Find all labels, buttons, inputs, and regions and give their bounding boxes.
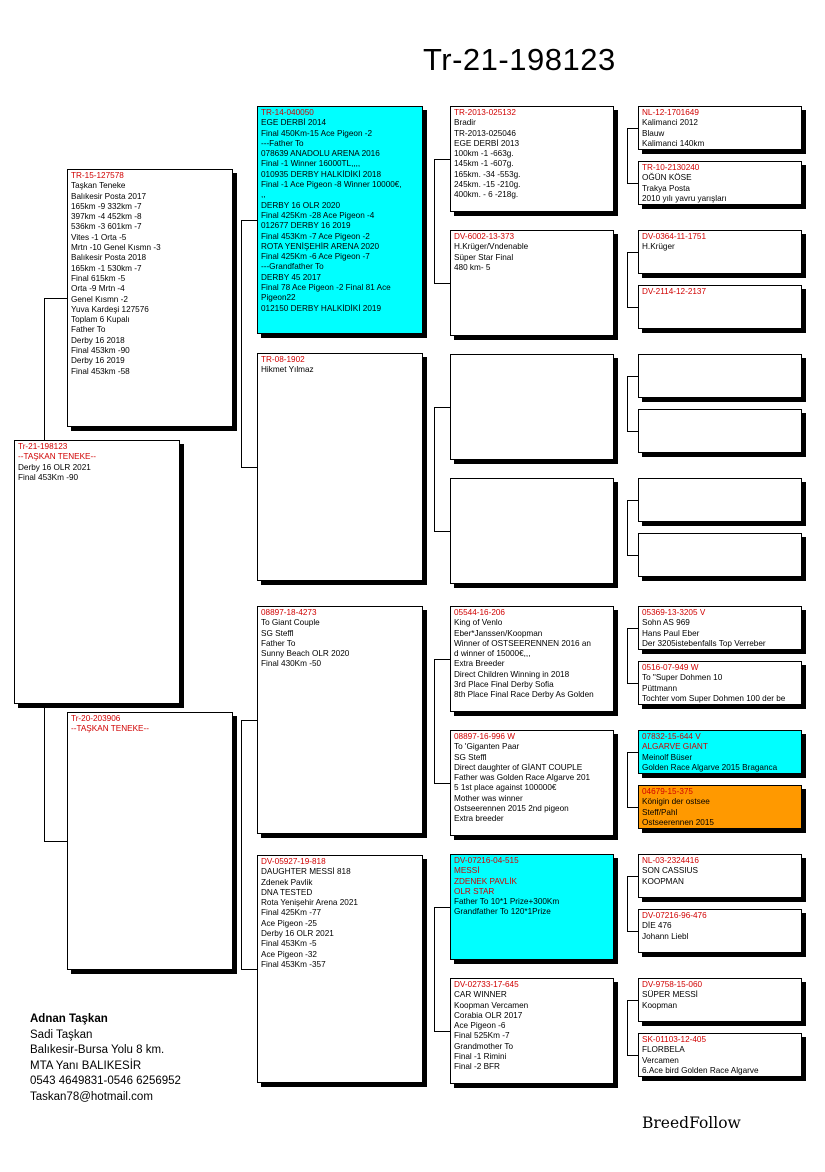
- pedigree-line: 165km. -34 -553g.: [454, 169, 521, 179]
- pedigree-line: Ostseerennen 2015 2nd pigeon: [454, 804, 569, 814]
- tree-connector: [627, 431, 638, 432]
- pedigree-line: OĞÜN KÖSE: [642, 173, 692, 183]
- tree-connector: [627, 1000, 628, 1055]
- pedigree-line: Winner of OSTSEERENNEN 2016 an: [454, 638, 591, 648]
- ring-id: 08897-16-996 W: [454, 732, 515, 741]
- ring-id: 07832-15-644 V: [642, 732, 701, 741]
- pedigree-line: Father was Golden Race Algarve 201: [454, 773, 591, 783]
- tree-connector: [434, 159, 450, 160]
- ring-id: TR-10-2130240: [642, 163, 700, 172]
- owner-phone: 0543 4649831-0546 6256952: [30, 1075, 181, 1087]
- pedigree-line: Final 525Km -7: [454, 1031, 510, 1041]
- pedigree-line: SG Steffl: [261, 628, 294, 638]
- pedigree-line: Extra Breeder: [454, 659, 505, 669]
- tree-connector: [434, 907, 450, 908]
- ring-id: 0516-07-949 W: [642, 663, 699, 672]
- sdd-sire-card[interactable]: [638, 478, 802, 522]
- pedigree-line: H.Krüger: [642, 242, 675, 252]
- brand-logo: BreedFollow: [642, 1114, 741, 1132]
- tree-connector: [627, 376, 628, 431]
- sdd-dam-card[interactable]: [638, 533, 802, 577]
- tree-connector: [434, 783, 450, 784]
- tree-connector: [627, 876, 628, 931]
- tree-connector: [627, 128, 638, 129]
- pedigree-line: 012677 DERBY 16 2019: [261, 221, 351, 231]
- ring-id: DV-05927-19-818: [261, 857, 326, 866]
- pedigree-line: Final 453Km -90: [18, 472, 79, 482]
- ring-id: DV-07216-04-515: [454, 856, 519, 865]
- pedigree-line: Püttmann: [642, 683, 678, 693]
- ring-id: NL-12-1701649: [642, 108, 699, 117]
- pedigree-line: --TAŞKAN TENEKE--: [71, 724, 149, 734]
- pedigree-line: Blauw: [642, 128, 665, 138]
- pedigree-line: Genel Kısmn -2: [71, 294, 128, 304]
- pedigree-line: KOOPMAN: [642, 876, 684, 886]
- pedigree-line: Koopman: [642, 1000, 678, 1010]
- owner-contact: [30, 1012, 181, 1105]
- tree-connector: [241, 969, 257, 970]
- ring-id: TR-14-040050: [261, 108, 314, 117]
- pedigree-line: Balıkesir Posta 2017: [71, 191, 147, 201]
- pedigree-line: Kalimanci 140km: [642, 138, 705, 148]
- pedigree-line: SG Steffl: [454, 752, 487, 762]
- pedigree-line: Final 453Km -5: [261, 939, 317, 949]
- pedigree-line: Balıkesir Posta 2018: [71, 253, 147, 263]
- tree-connector: [434, 907, 435, 1031]
- pedigree-line: ,,: [261, 190, 266, 200]
- pedigree-line: Final 615km -5: [71, 273, 126, 283]
- pedigree-line: Direct daughter of GİANT COUPLE: [454, 762, 583, 772]
- tree-connector: [627, 628, 638, 629]
- pedigree-line: To "Super Dohmen 10: [642, 673, 723, 683]
- sds-sire-card[interactable]: [638, 354, 802, 398]
- pedigree-line: ROTA YENİŞEHİR ARENA 2020: [261, 241, 380, 251]
- pedigree-line: 5 1st place against 100000€: [454, 783, 557, 793]
- pedigree-line: Bradir: [454, 118, 476, 128]
- pedigree-line: Final 78 Ace Pigeon -2 Final 81 Ace: [261, 283, 391, 293]
- pedigree-line: Vercamen: [642, 1055, 679, 1065]
- ssd-dam-card[interactable]: [638, 285, 802, 329]
- sss-dam-card[interactable]: [638, 161, 802, 205]
- ss-dam-card[interactable]: [450, 230, 614, 336]
- pedigree-line: ZDENEK PAVLİK: [454, 876, 517, 886]
- pedigree-line: --TAŞKAN TENEKE--: [18, 452, 96, 462]
- pedigree-line: Meinolf Büser: [642, 752, 693, 762]
- pedigree-line: Final 425Km -77: [261, 908, 322, 918]
- sd-dam-card[interactable]: [450, 478, 614, 584]
- ssd-sire-card[interactable]: [638, 230, 802, 274]
- ring-id: 05544-16-206: [454, 608, 505, 617]
- pedigree-line: 2010 yılı yavru yarışları: [642, 193, 727, 203]
- pedigree-line: Final -1 Ace Pigeon -8 Winner 10000€,: [261, 180, 402, 190]
- ring-id: SK-01103-12-405: [642, 1035, 707, 1044]
- ring-id: NL-03-2324416: [642, 856, 699, 865]
- ring-id: DV-0364-11-1751: [642, 232, 707, 241]
- pedigree-line: Sohn AS 969: [642, 618, 690, 628]
- tree-connector: [627, 931, 638, 932]
- pedigree-line: d winner of 15000€,,,: [454, 649, 531, 659]
- ring-id: DV-2114-12-2137: [642, 287, 707, 296]
- dam-sire-card[interactable]: [257, 606, 423, 834]
- ring-id: Tr-21-198123: [18, 442, 68, 451]
- pedigree-line: Final -1 Winner 16000TL,,,,: [261, 159, 361, 169]
- tree-connector: [241, 220, 257, 221]
- ds-sire-card[interactable]: [450, 606, 614, 712]
- ring-id: 04679-15-375: [642, 787, 693, 796]
- tree-connector: [44, 841, 67, 842]
- pedigree-line: FLORBELA: [642, 1045, 685, 1055]
- pedigree-line: 145km -1 -607g.: [454, 159, 514, 169]
- subject-card[interactable]: [14, 440, 180, 704]
- ring-id: 05369-13-3205 V: [642, 608, 706, 617]
- dsd-dam-card[interactable]: [638, 785, 802, 829]
- pedigree-line: Ace Pigeon -25: [261, 918, 317, 928]
- ring-id: TR-08-1902: [261, 355, 305, 364]
- pedigree-line: DERBY 45 2017: [261, 272, 321, 282]
- owner-email[interactable]: Taskan78@hotmail.com: [30, 1090, 153, 1103]
- pedigree-line: DNA TESTED: [261, 887, 313, 897]
- pedigree-line: Der 3205istebenfalls Top Verreber: [642, 638, 766, 648]
- owner-city: MTA Yanı BALIKESİR: [30, 1059, 142, 1072]
- pedigree-line: Final -1 Rimini: [454, 1052, 507, 1062]
- tree-connector: [627, 807, 638, 808]
- pedigree-line: Final 425Km -28 Ace Pigeon -4: [261, 210, 375, 220]
- ds-dam-card[interactable]: [450, 730, 614, 836]
- pedigree-line: SON CASSIUS: [642, 866, 698, 876]
- sds-dam-card[interactable]: [638, 409, 802, 453]
- pedigree-line: DERBY 16 OLR 2020: [261, 200, 341, 210]
- ring-id: Tr-20-203906: [71, 714, 121, 723]
- tree-connector: [627, 683, 638, 684]
- pedigree-line: Yuva Kardeşi 127576: [71, 304, 149, 314]
- tree-connector: [434, 407, 435, 531]
- pedigree-line: Father To 10*1 Prize+300Km: [454, 897, 560, 907]
- pedigree-line: 3rd Place Final Derby Sofia: [454, 680, 554, 690]
- pedigree-line: Trakya Posta: [642, 183, 690, 193]
- tree-connector: [627, 500, 628, 555]
- pedigree-line: DAUGHTER MESSİ 818: [261, 867, 351, 877]
- pedigree-line: 245km. -15 -210g.: [454, 180, 521, 190]
- dds-sire-card[interactable]: [638, 854, 802, 898]
- tree-connector: [434, 159, 435, 283]
- tree-connector: [627, 183, 638, 184]
- pedigree-line: To Giant Couple: [261, 618, 320, 628]
- ring-id: 08897-18-4273: [261, 608, 317, 617]
- pedigree-line: 010935 DERBY HALKİDİKİ 2018: [261, 169, 382, 179]
- pedigree-line: Königin der ostsee: [642, 797, 710, 807]
- tree-connector: [434, 531, 450, 532]
- pedigree-line: Final 430Km -50: [261, 659, 322, 669]
- tree-connector: [627, 628, 628, 683]
- tree-connector: [627, 500, 638, 501]
- dds-dam-card[interactable]: [638, 909, 802, 953]
- pedigree-line: Father To: [261, 638, 296, 648]
- tree-connector: [627, 252, 628, 307]
- tree-connector: [627, 128, 628, 183]
- tree-connector: [434, 1031, 450, 1032]
- tree-connector: [434, 407, 450, 408]
- owner-line: Sadi Taşkan: [30, 1028, 93, 1041]
- tree-connector: [44, 298, 45, 440]
- pedigree-line: Koopman Vercamen: [454, 1000, 529, 1010]
- dsd-sire-card[interactable]: [638, 730, 802, 774]
- ring-id: TR-15-127578: [71, 171, 124, 180]
- pedigree-line: H.Krüger/Vndenable: [454, 242, 529, 252]
- ddd-sire-card[interactable]: [638, 978, 802, 1022]
- pedigree-line: Toplam 6 Kupalı: [71, 315, 130, 325]
- pedigree-line: Derby 16 OLR 2021: [261, 929, 334, 939]
- pedigree-line: Pigeon22: [261, 293, 296, 303]
- tree-connector: [627, 876, 638, 877]
- sss-sire-card[interactable]: [638, 106, 802, 150]
- pedigree-line: Father To: [71, 325, 106, 335]
- sire-card[interactable]: [67, 169, 233, 427]
- pedigree-line: 6.Ace bird Golden Race Algarve: [642, 1065, 759, 1075]
- pedigree-line: DİE 476: [642, 921, 672, 931]
- pedigree-line: Extra breeder: [454, 814, 504, 824]
- pedigree-line: Derby 16 2018: [71, 335, 125, 345]
- tree-connector: [44, 298, 67, 299]
- tree-connector: [627, 1055, 638, 1056]
- pedigree-line: 165km -1 530km -7: [71, 263, 142, 273]
- dam-dam-card[interactable]: [257, 855, 423, 1083]
- pedigree-line: 536km -3 601km -7: [71, 222, 142, 232]
- tree-connector: [627, 752, 638, 753]
- ring-id: DV-07216-96-476: [642, 911, 707, 920]
- ring-id: DV-6002-13-373: [454, 232, 515, 241]
- pedigree-line: Final 453Km -7 Ace Pigeon -2: [261, 231, 370, 241]
- pedigree-line: OLR STAR: [454, 886, 495, 896]
- ddd-dam-card[interactable]: [638, 1033, 802, 1077]
- pedigree-line: Orta -9 Mrtn -4: [71, 284, 125, 294]
- tree-connector: [627, 307, 638, 308]
- tree-connector: [241, 467, 257, 468]
- pedigree-line: Final -2 BFR: [454, 1062, 500, 1072]
- pedigree-line: Grandfather To 120*1Prize: [454, 907, 551, 917]
- tree-connector: [627, 555, 638, 556]
- sd-sire-card[interactable]: [450, 354, 614, 460]
- dss-sire-card[interactable]: [638, 606, 802, 650]
- pedigree-line: Eber*Janssen/Koopman: [454, 628, 543, 638]
- sire-sire-card[interactable]: [257, 106, 423, 334]
- ss-sire-card[interactable]: [450, 106, 614, 212]
- pedigree-line: Zdenek Pavlik: [261, 877, 313, 887]
- pedigree-line: Direct Children Winning in 2018: [454, 669, 570, 679]
- tree-connector: [627, 1000, 638, 1001]
- pedigree-line: Ostseerennen 2015: [642, 817, 714, 827]
- pedigree-line: Hikmet Yılmaz: [261, 365, 314, 375]
- pedigree-line: Steff/Pahl: [642, 807, 678, 817]
- pedigree-line: Ace Pigeon -6: [454, 1021, 506, 1031]
- pedigree-line: TR-2013-025046: [454, 128, 516, 138]
- pedigree-line: Sunny Beach OLR 2020: [261, 649, 350, 659]
- pedigree-line: 480 km- 5: [454, 262, 491, 272]
- pedigree-line: Vites -1 Orta -5: [71, 232, 127, 242]
- pedigree-line: Mrtn -10 Genel Kısmn -3: [71, 243, 161, 253]
- tree-connector: [434, 659, 450, 660]
- pedigree-line: Tochter vom Super Dohmen 100 der be: [642, 693, 786, 703]
- pedigree-line: Final 453Km -357: [261, 959, 326, 969]
- pedigree-line: 078639 ANADOLU ARENA 2016: [261, 149, 380, 159]
- pedigree-line: 100km -1 -663g.: [454, 149, 514, 159]
- pedigree-line: Final 450Km-15 Ace Pigeon -2: [261, 128, 373, 138]
- pedigree-line: King of Venlo: [454, 618, 503, 628]
- pedigree-line: CAR WINNER: [454, 990, 507, 1000]
- pedigree-line: 165km -9 332km -7: [71, 201, 142, 211]
- tree-connector: [241, 720, 257, 721]
- pedigree-line: EGE DERBİ 2014: [261, 118, 327, 128]
- pedigree-line: ---Father To: [261, 138, 304, 148]
- pedigree-line: Hans Paul Eber: [642, 628, 700, 638]
- pedigree-line: Mother was winner: [454, 793, 523, 803]
- pedigree-line: Ace Pigeon -32: [261, 949, 317, 959]
- tree-connector: [44, 708, 45, 842]
- pedigree-line: 397km -4 452km -8: [71, 212, 142, 222]
- pedigree-line: Johann Liebl: [642, 931, 689, 941]
- pedigree-line: Rota Yenişehir Arena 2021: [261, 898, 358, 908]
- owner-address: Balıkesir-Bursa Yolu 8 km.: [30, 1044, 165, 1056]
- ring-id: DV-9758-15-060: [642, 980, 703, 989]
- pedigree-line: Corabia OLR 2017: [454, 1010, 523, 1020]
- tree-connector: [627, 376, 638, 377]
- pedigree-line: SÜPER MESSİ: [642, 990, 698, 1000]
- ring-id: DV-02733-17-645: [454, 980, 519, 989]
- ring-id: TR-2013-025132: [454, 108, 516, 117]
- tree-connector: [241, 220, 242, 467]
- pedigree-line: ALGARVE GIANT: [642, 742, 708, 752]
- pedigree-line: To 'Giganten Paar: [454, 742, 520, 752]
- dam-card[interactable]: [67, 712, 233, 970]
- pedigree-line: Taşkan Teneke: [71, 181, 126, 191]
- pedigree-line: MESSİ: [454, 866, 480, 876]
- pedigree-line: Derby 16 2019: [71, 356, 125, 366]
- pedigree-line: 8th Place Final Race Derby As Golden: [454, 690, 594, 700]
- pedigree-line: 400km. - 6 -218g.: [454, 190, 519, 200]
- sire-dam-card[interactable]: [257, 353, 423, 581]
- pedigree-line: Final 453km -58: [71, 366, 130, 376]
- tree-connector: [627, 252, 638, 253]
- pedigree-line: Süper Star Final: [454, 252, 514, 262]
- tree-connector: [434, 283, 450, 284]
- pedigree-line: EGE DERBİ 2013: [454, 138, 520, 148]
- dd-sire-card[interactable]: [450, 854, 614, 960]
- owner-name: Adnan Taşkan: [30, 1013, 108, 1025]
- pedigree-line: Kalimanci 2012: [642, 118, 698, 128]
- pedigree-line: Derby 16 OLR 2021: [18, 462, 91, 472]
- pedigree-line: Golden Race Algarve 2015 Braganca: [642, 762, 778, 772]
- tree-connector: [241, 720, 242, 969]
- dd-dam-card[interactable]: [450, 978, 614, 1084]
- tree-connector: [627, 752, 628, 807]
- pedigree-line: Final 453km -90: [71, 346, 130, 356]
- pedigree-line: 012150 DERBY HALKİDİKİ 2019: [261, 303, 382, 313]
- page-title: Tr-21-198123: [423, 42, 616, 77]
- tree-connector: [434, 659, 435, 783]
- pedigree-line: Final 425Km -6 Ace Pigeon -7: [261, 252, 370, 262]
- pedigree-line: ---Grandfather To: [261, 262, 324, 272]
- pedigree-line: Grandmother To: [454, 1041, 514, 1051]
- dss-dam-card[interactable]: [638, 661, 802, 705]
